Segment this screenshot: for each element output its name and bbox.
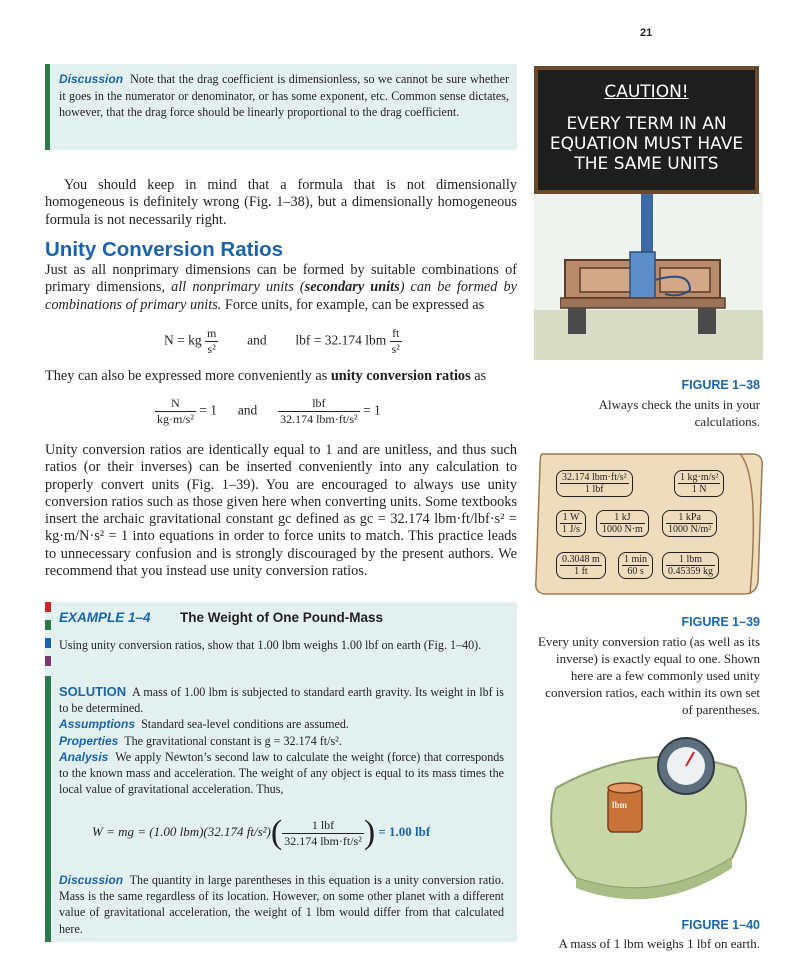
para3-c: as — [470, 368, 487, 384]
scroll-ratio-2c: $\frac{\text{1 kPa}}{\text{1000 N/m²}}$ — [662, 510, 717, 537]
discussion-label: Discussion — [59, 72, 124, 86]
equation-unity-ratios — [155, 396, 455, 427]
scroll-ratio-3c: $\frac{\text{1 lbm}}{0.45359 kg}$ — [662, 552, 719, 579]
eq1-right: lbf = 32.174 lbm — [295, 332, 387, 348]
para2-b: all nonprimary units ( — [171, 279, 305, 296]
example-equation: W = mg = (1.00 lbm)(32.174 ft/s²)( $\frac{\text{1 lbf}}{\text{32.174 lbm·ft/s²}}$ ) = 1.00 lbf — [92, 814, 431, 851]
eq2-f2-den: 32.174 lbm·ft/s² — [280, 412, 358, 426]
eq2-equals-2: = 1 — [363, 402, 381, 418]
para2-d: ) can be formed by combinations of primary units. — [45, 279, 517, 313]
solution-text: A mass of 1.00 lbm is subjected to standard earth gravity. Its weight in lbf is to be determined. — [59, 685, 504, 716]
eq1-right-den: s² — [391, 342, 400, 356]
eq1-right-num: ft — [392, 326, 400, 340]
section-heading: Unity Conversion Ratios — [45, 238, 284, 261]
example-title: The Weight of One Pound-Mass — [180, 610, 384, 625]
eq2-f1-den: kg·m/s² — [157, 412, 194, 426]
example-eq-lhs: W = mg = (1.00 lbm)(32.174 ft/s²) — [92, 823, 271, 839]
figure-1-40-label: FIGURE 1–40 — [681, 918, 760, 932]
figure-1-38-caption: Always check the units in your calculations. — [598, 397, 760, 429]
eq2-fraction-1 — [155, 396, 196, 427]
analysis-text: We apply Newton’s second law to calculate the weight (force) that corresponds to the known mass and acceleration. The weight of any object is equal to its mass times the local value of gravitational acceleration. Thus, — [59, 749, 504, 797]
paragraph-unity-ratios-usage: Unity conversion ratios are identically equal to 1 and are unitless, and thus such ratios (or their inverses) can be inserted conveniently into any calculation to properly convert units (Fig. 1–39). You are encouraged to always use unity conversion ratios such as those given here when converting units. Some textbooks insert the archaic gravitational constant gc defined as gc = 32.174 lbm·ft/lbf·s² = kg·m/N·s² = 1 into equations in order to force units to match. This practice leads to unnecessary confusion and is strongly discouraged by the present authors. We recommend that you instead use unity conversion ratios. — [45, 442, 517, 580]
cart-icon — [560, 250, 730, 340]
example-solution-block — [59, 684, 504, 797]
sign-line-3: EQUATION MUST HAVE — [549, 134, 744, 154]
example-bar-blue — [45, 638, 51, 648]
figure-1-40-caption: A mass of 1 lbm weighs 1 lbf on earth. — [558, 936, 760, 951]
figure-1-39-label: FIGURE 1–39 — [681, 615, 760, 629]
eq1-left-fraction — [205, 326, 218, 357]
discussion-text: Note that the drag coefficient is dimensionless, so we cannot be sure whether it goes in the numerator or denominator, or has some exponent, etc. Common sense dictates, however, that the drag force should be linearly proportional to the drag coefficient. — [59, 72, 509, 119]
eq2-f2-num: lbf — [312, 396, 326, 410]
assumptions-text: Standard sea-level conditions are assumed. — [141, 717, 349, 732]
scroll-ratio-2a: $\frac{1 W}{1 J/s}$ — [556, 510, 586, 537]
analysis-label: Analysis — [59, 749, 109, 764]
para3-b: unity conversion ratios — [330, 368, 471, 384]
eq1-left-num: m — [207, 326, 217, 340]
para2-e: Force units, for example, can be expressed as — [221, 296, 485, 313]
eq1-left-den: s² — [205, 341, 218, 357]
eq1-left: N = kg — [164, 332, 202, 348]
assumptions-label: Assumptions — [59, 717, 136, 732]
example-bar-purple — [45, 656, 51, 666]
example-discussion-block — [59, 872, 504, 937]
eq1-right-fraction — [390, 326, 402, 357]
example-bar-green — [45, 620, 51, 630]
para2-a: Just as all nonprimary dimensions can be formed by suitable combinations of primary dimensions, — [45, 262, 517, 296]
scroll-ratio-1b: $\frac{\text{1 kg·m/s²}}{1 N}$ — [674, 470, 724, 497]
scroll-ratio-1a: $\frac{\text{32.174 lbm·ft/s²}}{\text{1 lbf}}$ — [556, 470, 633, 497]
scale-illustration — [536, 728, 762, 908]
paragraph-secondary-units — [45, 262, 517, 314]
scroll-ratio-2b: $\frac{1 kJ}{1000 N\cdot m}$ — [596, 510, 649, 537]
eq1-and: and — [247, 332, 267, 348]
example-eq-fraction — [282, 818, 364, 849]
example-bar-long — [45, 676, 51, 942]
para3-a: They can also be expressed more conveniently as — [45, 368, 331, 384]
solution-label: SOLUTION — [59, 684, 127, 699]
example-eq-num: 1 lbf — [311, 817, 335, 832]
paragraph-unity-ratios-intro — [45, 368, 517, 385]
properties-label: Properties — [59, 733, 119, 748]
para2-c: secondary units — [304, 279, 400, 296]
paragraph-homogeneity: You should keep in mind that a formula that is not dimensionally homogeneous is definitely wrong (Fig. 1–38), but a dimensionally homogeneous formula is not necessarily right. — [45, 177, 517, 228]
eq2-f1-num: N — [171, 396, 180, 410]
properties-text: The gravitational constant is g = 32.174 ft/s². — [124, 733, 342, 748]
page-number: 21 — [640, 27, 653, 39]
example-eq-den: 32.174 lbm·ft/s² — [284, 833, 362, 848]
equation-force-units — [164, 326, 424, 357]
figure-1-38-label: FIGURE 1–38 — [681, 378, 760, 392]
example-problem: Using unity conversion ratios, show that 1.00 lbm weighs 1.00 lbf on earth (Fig. 1–40). — [59, 638, 482, 652]
example-discussion-text: The quantity in large parentheses in this equation is a unity conversion ratio. Mass is the same regardless of its location. However, on some other planet with a different value of gravitational acceleration, the weight of 1 lbm would differ from that calculated here. — [59, 873, 504, 936]
example-discussion-label: Discussion — [59, 873, 124, 887]
discussion-box — [45, 64, 517, 150]
example-label: EXAMPLE 1–4 — [59, 610, 151, 625]
example-bar-red — [45, 602, 51, 612]
jar-label: lbm — [612, 800, 628, 810]
sign-line-2: EVERY TERM IN AN — [566, 114, 727, 134]
example-eq-result: = 1.00 lbf — [378, 823, 431, 839]
caution-sign — [534, 66, 759, 194]
figure-1-39-caption: Every unity conversion ratio (as well as its inverse) is exactly equal to one. Shown here are a few commonly used unity conversion ratios, each within its own set of parentheses. — [537, 634, 760, 717]
eq2-fraction-2 — [278, 396, 360, 427]
eq2-equals-1: = 1 — [199, 402, 218, 418]
scroll-ratio-3a: $\frac{0.3048 m}{1 ft}$ — [556, 552, 606, 579]
sign-line-1: CAUTION! — [604, 82, 689, 102]
discussion-text-block — [59, 71, 509, 121]
eq2-and: and — [237, 402, 258, 418]
scroll-ratio-3b: $\frac{1 \min}{60 s}$ — [618, 552, 653, 579]
sign-line-4: THE SAME UNITS — [574, 154, 719, 174]
